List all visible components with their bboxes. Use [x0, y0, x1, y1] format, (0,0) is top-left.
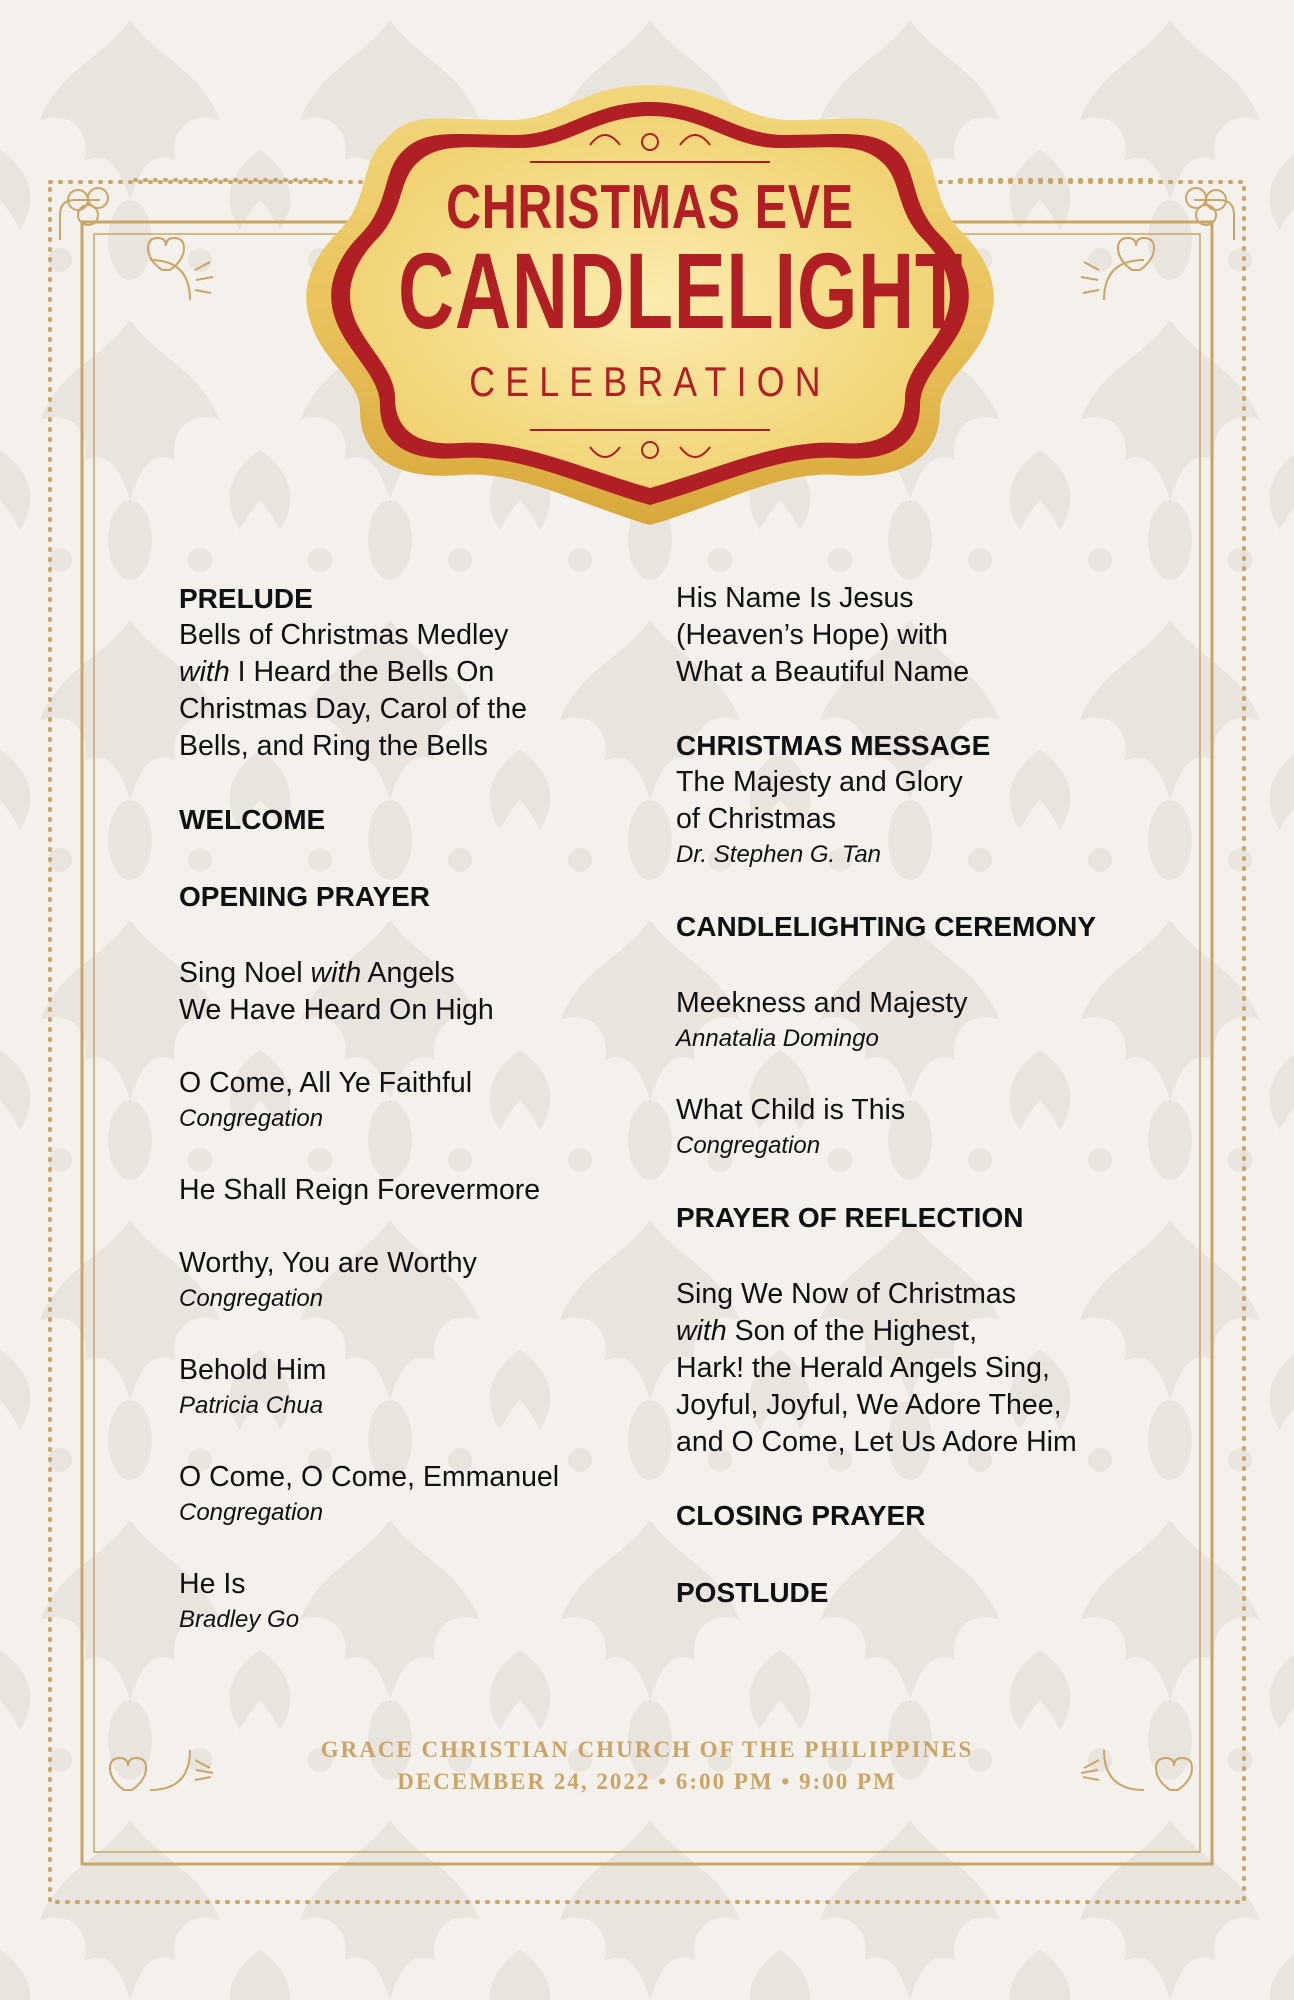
program-title-line: We Have Heard On High: [179, 994, 494, 1026]
header-title-line1: CHRISTMAS EVE: [446, 173, 854, 242]
program-title-line: He Is: [179, 1568, 246, 1600]
program-title-line: (Heaven’s Hope) with: [676, 619, 948, 651]
program-title-line: with Son of the Highest,: [676, 1315, 978, 1347]
program-item: [179, 801, 659, 838]
program-title-line: Worthy, You are Worthy: [179, 1247, 477, 1279]
program-performer: Annatalia Domingo: [676, 1025, 879, 1052]
program-title-line: Joyful, Joyful, We Adore Thee,: [676, 1389, 1062, 1421]
program-performer: Dr. Stephen G. Tan: [676, 841, 882, 868]
program-heading: OPENING PRAYER: [179, 881, 431, 912]
program-title-line: Behold Him: [179, 1354, 327, 1386]
program-title-line: Meekness and Majesty: [676, 987, 968, 1019]
program-heading: CHRISTMAS MESSAGE: [676, 730, 991, 761]
program-item: [179, 878, 659, 915]
program-title-line: Bells of Christmas Medley: [179, 619, 509, 651]
header-title-line2: CANDLELIGHT: [398, 230, 964, 351]
program-title-line: O Come, O Come, Emmanuel: [179, 1461, 560, 1493]
program-title-line: of Christmas: [676, 803, 836, 835]
program-title-line: He Shall Reign Forevermore: [179, 1174, 541, 1206]
program-item: [676, 985, 1156, 1056]
program-heading: POSTLUDE: [676, 1577, 829, 1608]
program-title-line: Sing Noel with Angels: [179, 957, 455, 989]
program-column-left: [179, 580, 659, 1673]
program-title-line: and O Come, Let Us Adore Him: [676, 1426, 1077, 1458]
program-item: [676, 1574, 1156, 1611]
program-item: [179, 955, 659, 1029]
program-item: [676, 727, 1156, 872]
program-item: [676, 580, 1156, 691]
program-title-line: Christmas Day, Carol of the: [179, 693, 527, 725]
footer-schedule: DECEMBER 24, 2022 • 6:00 PM • 9:00 PM: [397, 1769, 897, 1794]
program-item: [179, 1566, 659, 1637]
program-heading: WELCOME: [179, 804, 326, 835]
program-item: [179, 1245, 659, 1316]
program-item: [676, 1276, 1156, 1461]
program-heading: PRELUDE: [179, 583, 313, 614]
program-title-line: The Majesty and Glory: [676, 766, 963, 798]
program-item: [676, 908, 1156, 945]
program-performer: Congregation: [179, 1105, 324, 1132]
program-title-line: Sing We Now of Christmas: [676, 1278, 1016, 1310]
program-column-right: [676, 580, 1156, 1651]
program-item: [179, 1172, 659, 1209]
program-title-line: Hark! the Herald Angels Sing,: [676, 1352, 1050, 1384]
program-heading: CLOSING PRAYER: [676, 1500, 926, 1531]
program-title-line: What a Beautiful Name: [676, 656, 970, 688]
program-performer: Congregation: [179, 1499, 324, 1526]
program-item: [676, 1092, 1156, 1163]
program-item: [179, 1352, 659, 1423]
program-performer: Congregation: [179, 1285, 324, 1312]
program-title-line: His Name Is Jesus: [676, 582, 914, 614]
program-title-line: Bells, and Ring the Bells: [179, 730, 488, 762]
program-performer: Patricia Chua: [179, 1392, 324, 1419]
program-title-line: O Come, All Ye Faithful: [179, 1067, 473, 1099]
program-performer: Bradley Go: [179, 1606, 300, 1633]
program-item: [179, 1459, 659, 1530]
program-performer: Congregation: [676, 1132, 821, 1159]
header-title-line3: CELEBRATION: [469, 358, 831, 405]
program-title-line: What Child is This: [676, 1094, 906, 1126]
program-title-line: with I Heard the Bells On: [179, 656, 495, 688]
program-item: [676, 1497, 1156, 1534]
program-item: [676, 1199, 1156, 1236]
program-item: [179, 1065, 659, 1136]
program-heading: PRAYER OF REFLECTION: [676, 1202, 1024, 1233]
footer-church-name: GRACE CHRISTIAN CHURCH OF THE PHILIPPINES: [320, 1737, 974, 1762]
program-heading: CANDLELIGHTING CEREMONY: [676, 911, 1096, 942]
program-item: [179, 580, 659, 765]
